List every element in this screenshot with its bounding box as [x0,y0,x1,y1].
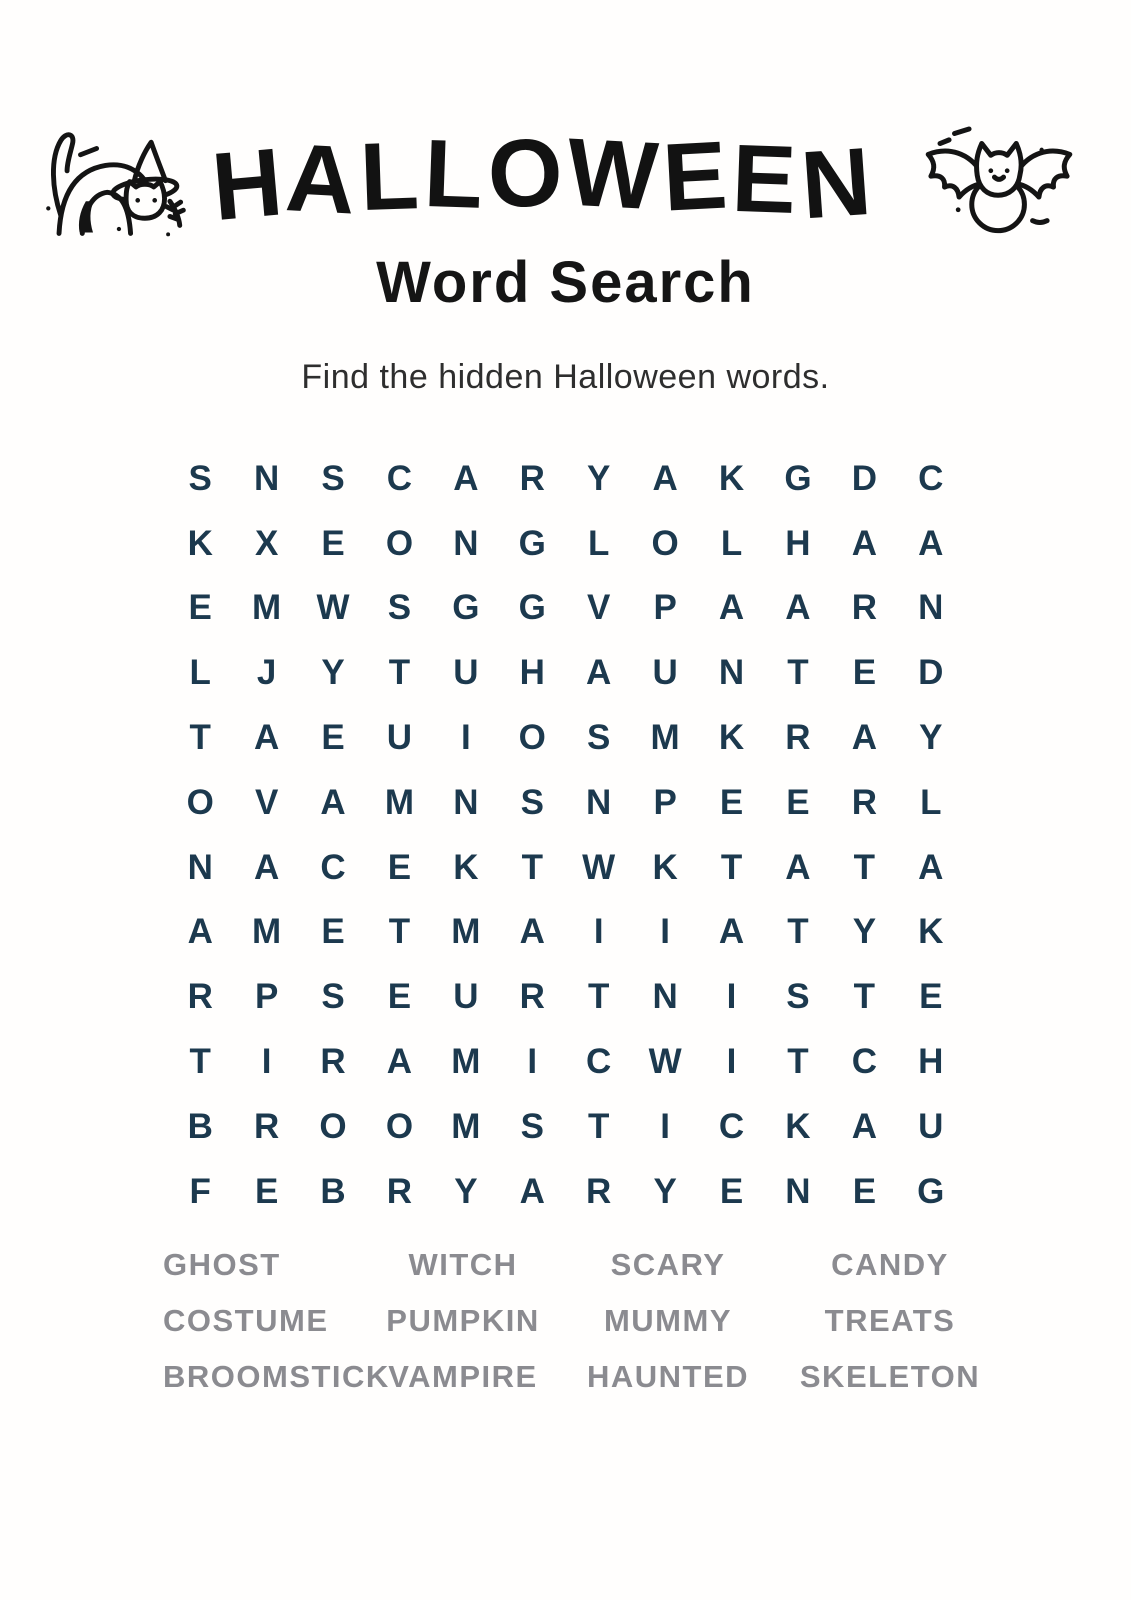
word-list-item: SCARY [610,1246,726,1282]
grid-cell[interactable]: L [720,523,743,563]
grid-cell[interactable]: F [189,1171,211,1211]
grid-cell[interactable]: N [453,523,479,563]
grid-cell[interactable]: I [660,912,670,952]
grid-cell[interactable]: I [593,912,604,952]
grid-cell[interactable]: C [718,1106,745,1146]
grid-cell[interactable]: N [652,977,678,1017]
header [0,0,1131,244]
title-letter: H [207,127,292,242]
grid-cell[interactable]: U [652,653,678,693]
grid-cell[interactable]: H [785,523,811,563]
title-letter: L [422,119,490,230]
grid-cell[interactable]: Y [587,458,611,498]
grid-cell[interactable]: E [254,1171,279,1211]
grid-cell[interactable]: I [261,1042,272,1082]
grid-cell[interactable]: E [387,847,412,887]
grid-cell[interactable]: A [918,523,944,563]
grid-cell[interactable]: E [786,782,810,822]
grid-cell[interactable]: S [387,588,412,628]
grid-cell[interactable]: B [187,1106,213,1146]
grid-cell[interactable]: K [718,718,745,758]
page-subtitle: Word Search [376,250,755,315]
grid-cell[interactable]: S [520,1106,544,1146]
grid-cell[interactable]: R [785,718,811,758]
grid-cell[interactable]: A [785,588,811,628]
word-list-item: WITCH [408,1246,518,1282]
grid-cell[interactable]: T [787,912,809,952]
grid-cell[interactable]: R [386,1171,413,1211]
grid-cell[interactable]: R [586,1171,612,1211]
grid-cell[interactable]: V [254,782,279,822]
grid-cell[interactable]: R [253,1106,280,1146]
grid-cell[interactable]: L [588,523,610,563]
bat-icon [901,119,1097,237]
grid-cell[interactable]: L [189,653,211,693]
grid-cell[interactable]: C [918,458,944,498]
page-title [207,118,880,242]
grid-cell[interactable]: T [388,653,411,693]
grid-cell[interactable]: B [320,1171,346,1211]
title-letter: O [485,118,569,229]
grid-cell[interactable]: U [453,977,479,1017]
grid-cell[interactable]: Y [653,1171,677,1211]
grid-cell[interactable]: A [187,912,213,952]
grid-cell[interactable]: T [853,847,876,887]
grid-cell[interactable]: A [519,1171,545,1211]
word-list-item: COSTUME [163,1302,329,1338]
grid-cell[interactable]: N [453,782,479,822]
cat-witch-hat-icon [34,115,186,241]
grid-cell[interactable]: P [653,588,677,628]
grid-cell[interactable]: E [719,1171,744,1211]
grid-cell[interactable]: K [718,458,745,498]
grid-cell[interactable]: G [452,588,480,628]
grid-cell[interactable]: A [851,523,877,563]
grid-cell[interactable]: A [386,1042,413,1082]
grid-cell[interactable]: L [920,782,942,822]
title-letter: E [730,124,803,235]
grid-cell[interactable]: G [518,588,546,628]
grid-cell[interactable]: O [518,718,546,758]
grid-cell[interactable]: M [451,912,481,952]
grid-cell[interactable]: R [320,1042,346,1082]
grid-cell[interactable]: S [786,977,810,1017]
grid-cell[interactable]: A [785,847,811,887]
word-list-item: HAUNTED [586,1358,750,1394]
title-letter: L [358,121,426,232]
grid-cell[interactable]: R [519,977,545,1017]
grid-cell[interactable]: K [785,1106,811,1146]
grid-cell[interactable]: I [726,977,737,1017]
grid-cell[interactable]: T [388,912,411,952]
grid-cell[interactable]: T [588,977,610,1017]
grid-cell[interactable]: O [385,1106,414,1146]
grid-cell[interactable]: A [851,718,877,758]
grid-cell[interactable]: G [917,1171,945,1211]
grid-cell[interactable]: T [189,1042,211,1082]
grid-cell[interactable]: A [519,912,545,952]
grid-cell[interactable]: N [918,588,944,628]
grid-cell[interactable]: M [384,782,415,822]
grid-cell[interactable]: E [852,1171,877,1211]
grid-cell[interactable]: K [453,847,479,887]
grid-cell[interactable]: R [851,588,877,628]
grid-cell[interactable]: T [787,653,809,693]
grid-cell[interactable]: A [652,458,678,498]
title-letter: A [283,124,364,235]
grid-cell[interactable]: O [385,523,414,563]
grid-cell[interactable]: Y [321,653,345,693]
grid-cell[interactable]: J [256,653,277,693]
grid-cell[interactable]: A [918,847,944,887]
grid-cell[interactable]: M [252,912,282,952]
grid-cell[interactable]: T [189,718,211,758]
grid-cell[interactable]: S [321,977,345,1017]
grid-cell[interactable]: I [660,1106,670,1146]
grid-cell[interactable]: S [587,718,611,758]
grid-cell[interactable]: U [386,718,413,758]
title-letter: N [797,127,880,240]
grid-cell[interactable]: A [851,1106,877,1146]
grid-cell[interactable]: I [461,718,471,758]
grid-cell[interactable]: K [187,523,213,563]
grid-cell[interactable]: O [651,523,679,563]
grid-cell[interactable]: X [254,523,279,563]
grid-cell[interactable]: Y [852,912,877,952]
grid-cell[interactable]: E [321,718,345,758]
word-list-item: TREATS [824,1302,956,1338]
grid-cell[interactable]: S [321,458,345,498]
grid-cell[interactable]: M [451,1042,481,1082]
grid-cell[interactable]: C [386,458,413,498]
grid-cell[interactable]: T [588,1106,610,1146]
title-letter: W [564,118,666,231]
grid-cell[interactable]: W [648,1042,682,1082]
grid-cell[interactable]: P [254,977,279,1017]
grid-cell[interactable]: A [718,912,745,952]
grid-cell[interactable]: M [252,588,282,628]
grid-cell[interactable]: O [186,782,214,822]
grid-cell[interactable]: C [851,1042,877,1082]
letter-grid [167,446,964,1224]
grid-cell[interactable]: I [527,1042,538,1082]
grid-cell[interactable]: U [453,653,479,693]
grid-cell[interactable]: D [918,653,944,693]
grid-cell[interactable]: E [387,977,412,1017]
grid-cell[interactable]: N [718,653,745,693]
grid-cell[interactable]: T [787,1042,809,1082]
grid-cell[interactable]: S [520,782,544,822]
grid-cell[interactable]: A [253,847,280,887]
grid-cell[interactable]: N [586,782,612,822]
grid-cell[interactable]: W [316,588,350,628]
word-list-item: SKELETON [799,1358,981,1394]
grid-cell[interactable]: W [582,847,616,887]
grid-cell[interactable]: K [652,847,678,887]
grid-cell[interactable]: U [918,1106,944,1146]
grid-cell[interactable]: O [319,1106,347,1146]
grid-cell[interactable]: V [587,588,611,628]
grid-cell[interactable]: Y [919,718,943,758]
grid-cell[interactable]: E [321,523,345,563]
grid-cell[interactable]: H [519,653,545,693]
grid-cell[interactable]: E [852,653,877,693]
grid-cell[interactable]: M [650,718,680,758]
word-list-item: PUMPKIN [386,1302,540,1338]
grid-cell[interactable]: N [785,1171,811,1211]
grid-cell[interactable]: G [784,458,812,498]
grid-cell[interactable]: H [918,1042,944,1082]
grid-cell[interactable]: T [720,847,743,887]
word-list [163,1248,1003,1394]
word-list-item: MUMMY [603,1302,733,1338]
grid-cell[interactable]: A [718,588,745,628]
grid-cell[interactable]: E [321,912,345,952]
grid-cell[interactable]: R [519,458,545,498]
grid-cell[interactable]: S [188,458,212,498]
grid-cell[interactable]: R [851,782,877,822]
grid-cell[interactable]: M [451,1106,481,1146]
grid-cell[interactable]: G [518,523,546,563]
instruction-text: Find the hidden Halloween words. [301,358,830,396]
grid-cell[interactable]: N [187,847,213,887]
grid-cell[interactable]: C [586,1042,612,1082]
grid-cell[interactable]: D [851,458,877,498]
title-letter: E [660,121,735,232]
grid-cell[interactable]: A [453,458,479,498]
grid-cell[interactable]: T [521,847,543,887]
word-list-item: BROOMSTICK [163,1358,390,1394]
word-list-item: VAMPIRE [388,1358,538,1394]
grid-cell[interactable]: C [320,847,346,887]
grid-cell[interactable]: R [187,977,213,1017]
grid-cell[interactable]: Y [454,1171,478,1211]
grid-cell[interactable]: N [253,458,280,498]
grid-cell[interactable]: E [919,977,943,1017]
word-list-item: CANDY [831,1246,949,1282]
grid-cell[interactable]: K [918,912,944,952]
word-list-item: GHOST [163,1246,281,1282]
grid-cell[interactable]: E [719,782,744,822]
grid-cell[interactable]: A [320,782,346,822]
grid-cell[interactable]: I [726,1042,737,1082]
grid-cell[interactable]: A [586,653,612,693]
grid-cell[interactable]: E [188,588,212,628]
grid-cell[interactable]: A [253,718,280,758]
grid-cell[interactable]: T [853,977,876,1017]
grid-cell[interactable]: P [653,782,677,822]
